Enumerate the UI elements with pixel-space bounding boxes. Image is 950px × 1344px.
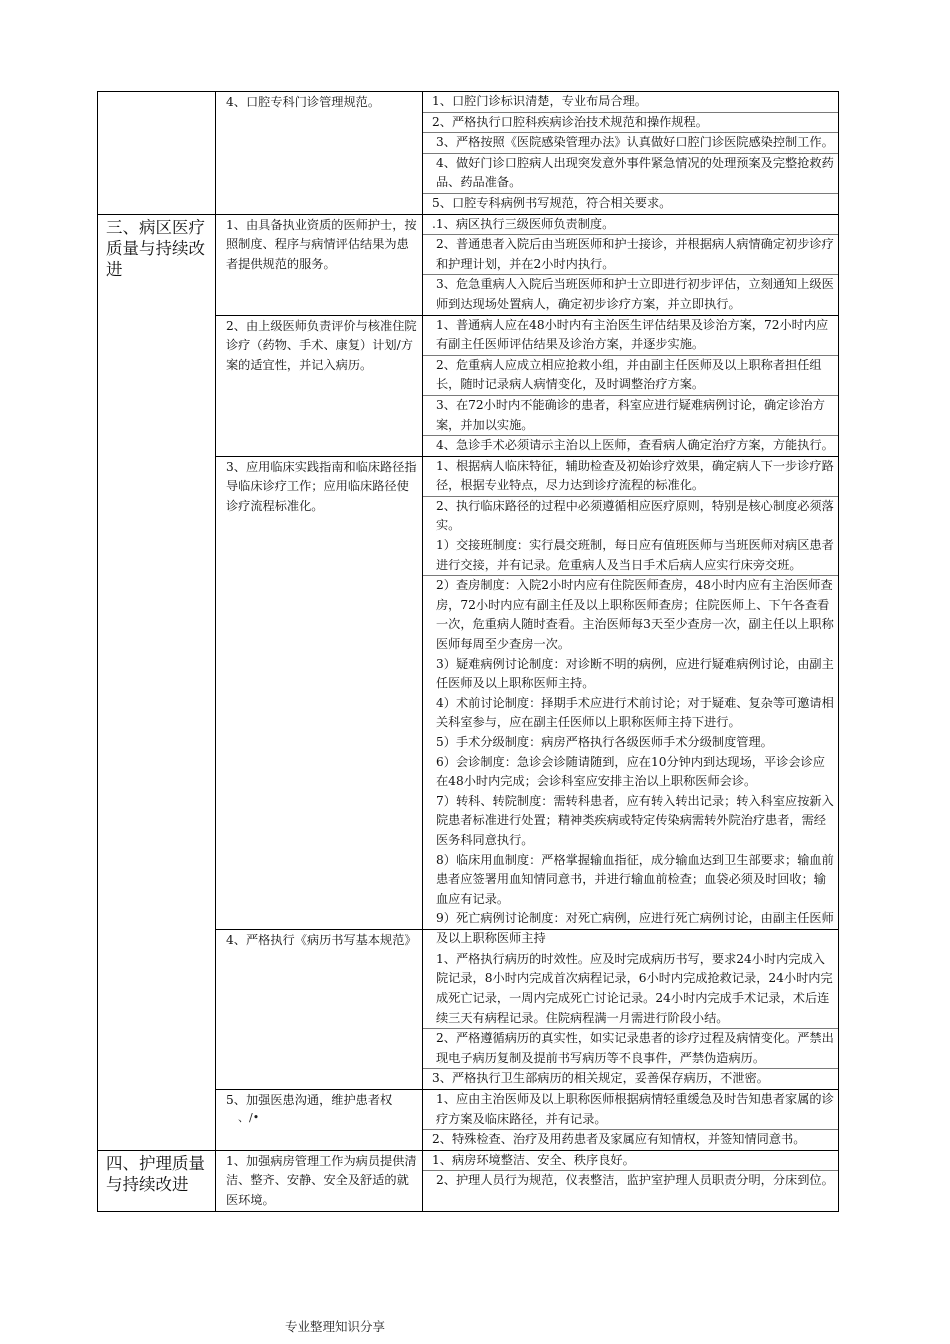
- category-cell: 四、护理质量与持续改进: [98, 1150, 216, 1211]
- list-item: 1、严格执行病历的时效性。应及时完成病历书写，要求24小时内完成入院记录，8小时内完成首次病程记录，6小时内完成抢救记录，24小时内完成死亡记录，一周内完成死亡讨论记录。24小时内完成手术记录，术后连续三天有病程记录。住院病程满一月需进行阶段小结。: [423, 930, 838, 1029]
- standards-cell: [423, 456, 839, 945]
- table-row: [98, 1150, 839, 1211]
- page-footer: 专业整理知识分享: [285, 1319, 386, 1334]
- requirement-cell: 2、由上级医师负责评价与核准住院诊疗（药物、手术、康复）计划/方案的适宜性，并记入病历。: [216, 315, 423, 456]
- requirement-cell: 3、应用临床实践指南和临床路径指导临床诊疗工作；应用临床路径使诊疗流程标准化。: [216, 456, 423, 930]
- requirement-cell: 4、口腔专科门诊管理规范。: [216, 92, 423, 215]
- list-item: 1、普通病人应在48小时内有主治医生评估结果及诊治方案，72小时内应有副主任医师评估结果及诊治方案，并逐步实施。: [423, 316, 838, 356]
- list-item: 2）查房制度：入院2小时内应有住院医师查房，48小时内应有主治医师查房，72小时内应有副主任及以上职称医师查房；住院医师上、下午各查看一次，危重病人随时查看。主治医师每3天至少查房一次，副主任以上职称医师每周至少查房一次。 3）疑难病例讨论制度：对诊断不明的病例，应进行疑难病例讨论，由副主任医师及以上职称医师主持。 4）术前讨论制度：择期手术应进行术前讨论；对于疑难、复杂等可邀请相关科室参与，应在副主任医师以上职称医师主持下进行。 5）手术分级制度：病房严格执行各级医师手术分级制度管理。 6）会诊制度：急诊会诊随请随到，应在10分钟内到达现场，平诊会诊应在48小时内完成；会诊科室应安排主治以上职称医师会诊。 7）转科、转院制度：需转科患者，应有转入转出记录；转入科室应按新入院患者标准进行处置；精神类疾病或特定传染病需转外院治疗患者，需经医务科同意执行。 8）临床用血制度：严格掌握输血指征，成分输血达到卫生部要求；输血前患者应签署用血知情同意书，并进行输血前检查；血袋必须及时回收；输血应有记录。 9）死亡病例讨论制度：对死亡病例，应进行死亡病例讨论，由副主任医师及以上职称医师主持: [436, 578, 834, 945]
- list-item: 3、严格执行卫生部病历的相关规定，妥善保存病历，不泄密。: [432, 1071, 769, 1086]
- standards-cell: [423, 92, 839, 215]
- table-row: [98, 92, 839, 215]
- list-item: 1、应由主治医师及以上职称医师根据病情轻重缓急及时告知患者家属的诊疗方案及临床路径，并有记录。: [423, 1090, 838, 1130]
- list-item: 4、急诊手术必须请示主治以上医师，查看病人确定治疗方案，方能执行。: [436, 438, 834, 453]
- requirement-cell: 4、严格执行《病历书写基本规范》: [216, 930, 423, 1090]
- category-cell: 三、病区医疗质量与持续改进: [98, 214, 216, 1150]
- list-item: 2、严格执行口腔科疾病诊治技术规范和操作规程。: [423, 113, 838, 134]
- table-row: [98, 214, 839, 315]
- standards-cell: [423, 1150, 839, 1211]
- standards-table: [97, 91, 839, 1212]
- standards-cell: [423, 315, 839, 456]
- requirement-text: 5、加强医患沟通，维护患者权: [226, 1093, 393, 1107]
- stray-mark: 、/•: [238, 1110, 260, 1124]
- category-cell: [98, 92, 216, 215]
- requirement-cell: [216, 1090, 423, 1151]
- list-item: 1、根据病人临床特征，辅助检查及初始诊疗效果，确定病人下一步诊疗路径，根据专业特点，尽力达到诊疗流程的标准化。: [423, 457, 838, 497]
- standards-cell: [423, 1090, 839, 1151]
- list-item: 2、普通患者入院后由当班医师和护士接诊，并根据病人病情确定初步诊疗和护理计划，并在2小时内执行。: [423, 235, 838, 275]
- requirement-cell: 1、加强病房管理工作为病员提供清洁、整齐、安静、安全及舒适的就医环境。: [216, 1150, 423, 1211]
- list-item: 1、口腔门诊标识清楚，专业布局合理。: [423, 92, 838, 113]
- list-item: 5、口腔专科病例书写规范，符合相关要求。: [432, 195, 672, 210]
- list-item: .1、病区执行三级医师负责制度。: [423, 215, 838, 236]
- standards-cell: [423, 214, 839, 315]
- requirement-cell: 1、由具备执业资质的医师护士，按照制度、程序与病情评估结果为患者提供规范的服务。: [216, 214, 423, 315]
- list-item: 2、危重病人应成立相应抢救小组，并由副主任医师及以上职称者担任组长，随时记录病人病情变化，及时调整治疗方案。: [423, 356, 838, 396]
- list-item: 2、护理人员行为规范，仪表整洁，监护室护理人员职责分明，分床到位。: [436, 1173, 834, 1188]
- list-item: 2、执行临床路径的过程中必须遵循相应医疗原则，特别是核心制度必须落实。 1）交接班制度：实行晨交班制，每日应有值班医师与当班医师对病区患者进行交接，并有记录。危重病人及当日手术后病人应实行床旁交班。: [423, 497, 838, 576]
- list-item: 3、危急重病人入院后当班医师和护士立即进行初步评估，立刻通知上级医师到达现场处置病人，确定初步诊疗方案，并立即执行。: [436, 277, 834, 311]
- list-item: 3、在72小时内不能确诊的患者，科室应进行疑难病例讨论，确定诊治方案，并加以实施。: [423, 396, 838, 436]
- list-item: 2、特殊检查、治疗及用药患者及家属应有知情权，并签知情同意书。: [432, 1132, 806, 1147]
- list-item: 3、严格按照《医院感染管理办法》认真做好口腔门诊医院感染控制工作。: [423, 133, 838, 154]
- standards-cell: [423, 930, 839, 1090]
- list-item: 2、严格遵循病历的真实性，如实记录患者的诊疗过程及病情变化。严禁出现电子病历复制及提前书写病历等不良事件，严禁伪造病历。: [423, 1029, 838, 1069]
- list-item: 4、做好门诊口腔病人出现突发意外事件紧急情况的处理预案及完整抢救药品、药品准备。: [423, 154, 838, 194]
- list-item: 1、病房环境整洁、安全、秩序良好。: [423, 1151, 838, 1172]
